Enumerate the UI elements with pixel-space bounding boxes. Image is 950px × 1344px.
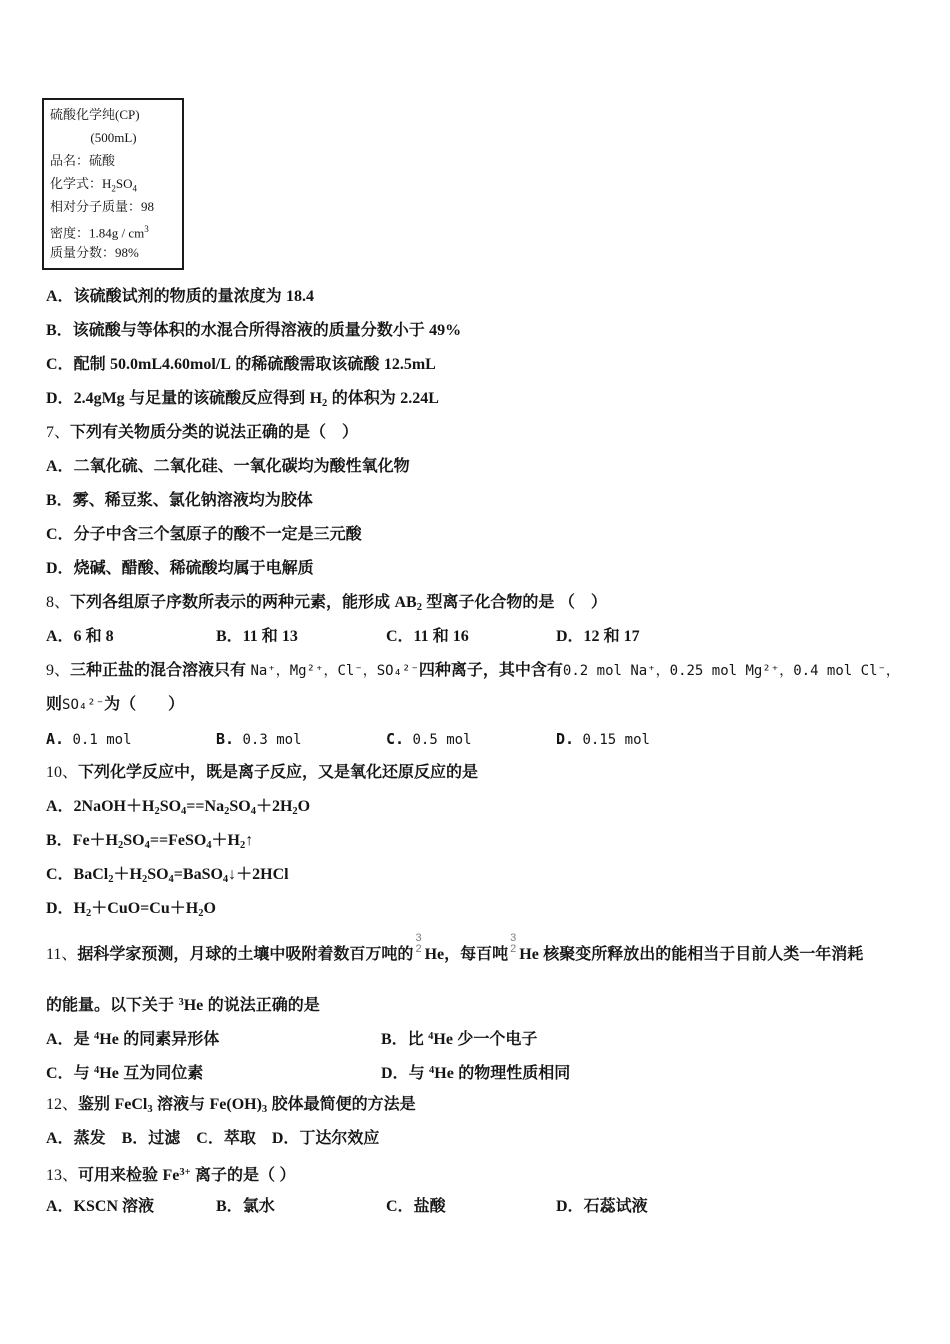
q11-stem-line2: 的能量。以下关于 $^3$He 的说法正确的是	[46, 997, 320, 1014]
q11-option-c: C．与 $^4$He 互为同位素	[46, 1065, 204, 1082]
label-formula: 化学式：$H_2SO_4$	[50, 176, 138, 194]
q9-options-row	[46, 722, 932, 756]
q10-option-c: C．$BaCl_2+H_2SO_4=BaSO_4↓+2HCl$	[46, 866, 289, 885]
q7-option-a: A．二氧化硫、二氧化硅、一氧化碳均为酸性氧化物	[46, 458, 410, 475]
q6-option-d: D．2.4gMg 与足量的该硫酸反应得到 $H_2$ 的体积为 2.24L	[46, 390, 439, 409]
q11-option-d: D．与 $^4$He 的物理性质相同	[381, 1065, 571, 1082]
question-list	[46, 280, 932, 1224]
q12-options-line: A．蒸发 B．过滤 C．萃取 D．丁达尔效应	[46, 1130, 380, 1147]
q10-option-a: A．$2NaOH+H_2SO_4==Na_2SO_4+2H_2O$	[46, 798, 311, 817]
q11-option-b: B．比 $^4$He 少一个电子	[381, 1031, 538, 1048]
q7-stem: 7、下列有关物质分类的说法正确的是（ ）	[46, 424, 359, 441]
q9-option-d: D. 0.15 mol	[556, 730, 650, 748]
q13-options-row	[46, 1190, 932, 1224]
reagent-label	[42, 98, 184, 270]
q8-option-b: B．11 和 13	[216, 628, 298, 645]
label-product-name: 品名：硫酸	[50, 153, 116, 168]
label-volume: (500mL)	[90, 130, 137, 145]
q11-options-row-2	[46, 1054, 932, 1088]
q10-stem: 10、下列化学反应中，既是离子反应，又是氧化还原反应的是	[46, 764, 479, 781]
q13-option-a: A．KSCN 溶液	[46, 1198, 155, 1215]
q11-option-a: A．是 $^4$He 的同素异形体	[46, 1031, 220, 1048]
q9-option-a: A. 0.1 mol	[46, 730, 132, 748]
label-mass-fraction: 质量分数：98%	[50, 245, 139, 260]
q11-stem-line1: 11、据科学家预测，月球的土壤中吸附着数百万吨的 3 2 He，每百吨 3 2 He 核聚变所释放出的能相当于目前人类一年消耗	[46, 932, 864, 963]
q13-option-b: B．氯水	[216, 1198, 275, 1215]
q8-option-c: C．11 和 16	[386, 628, 469, 645]
q13-stem: 13、可用来检验 $Fe^{3+}$ 离子的是（ ）	[46, 1167, 296, 1184]
q13-option-c: C．盐酸	[386, 1198, 446, 1215]
q9-stem-line1: 9、三种正盐的混合溶液只有 Na⁺，Mg²⁺，Cl⁻，SO₄²⁻四种离子，其中含有0.2 mol Na⁺，0.25 mol Mg²⁺，0.4 mol Cl⁻，	[46, 662, 900, 679]
q8-stem: 8、下列各组原子序数所表示的两种元素，能形成 $AB_2$ 型离子化合物的是 （ ）	[46, 594, 607, 613]
q6-option-b: B．该硫酸与等体积的水混合所得溶液的质量分数小于 49%	[46, 322, 462, 339]
label-density: 密度：$1.84g / cm^3$	[50, 224, 149, 241]
label-molar-mass: 相对分子质量：98	[50, 199, 155, 214]
label-title: 硫酸化学纯(CP)	[50, 107, 140, 122]
q7-option-c: C．分子中含三个氢原子的酸不一定是三元酸	[46, 526, 362, 543]
q9-stem-line2: 则SO₄²⁻为（ ）	[46, 696, 185, 713]
q7-option-b: B．雾、稀豆浆、氯化钠溶液均为胶体	[46, 492, 313, 509]
q13-option-d: D．石蕊试液	[556, 1198, 648, 1215]
q6-option-a: A．该硫酸试剂的物质的量浓度为 18.4	[46, 288, 315, 305]
q10-option-d: D．$H_2+CuO=Cu+H_2O$	[46, 900, 216, 919]
q12-stem: 12、鉴别 FeCl$_3$ 溶液与 $Fe(OH)_3$ 胶体最简便的方法是	[46, 1096, 416, 1115]
q7-option-d: D．烧碱、醋酸、稀硫酸均属于电解质	[46, 560, 314, 577]
q8-options-row	[46, 620, 932, 654]
q8-option-d: D．12 和 17	[556, 628, 640, 645]
q11-options-row-1	[46, 1020, 932, 1054]
q9-option-c: C. 0.5 mol	[386, 730, 472, 748]
q10-option-b: B．$Fe+H_2SO_4==FeSO_4+H_2↑$	[46, 832, 254, 851]
q8-option-a: A．6 和 8	[46, 628, 114, 645]
q6-option-c: C．配制 50.0mL4.60mol/L 的稀硫酸需取该硫酸 12.5mL	[46, 356, 436, 373]
q9-option-b: B. 0.3 mol	[216, 730, 302, 748]
